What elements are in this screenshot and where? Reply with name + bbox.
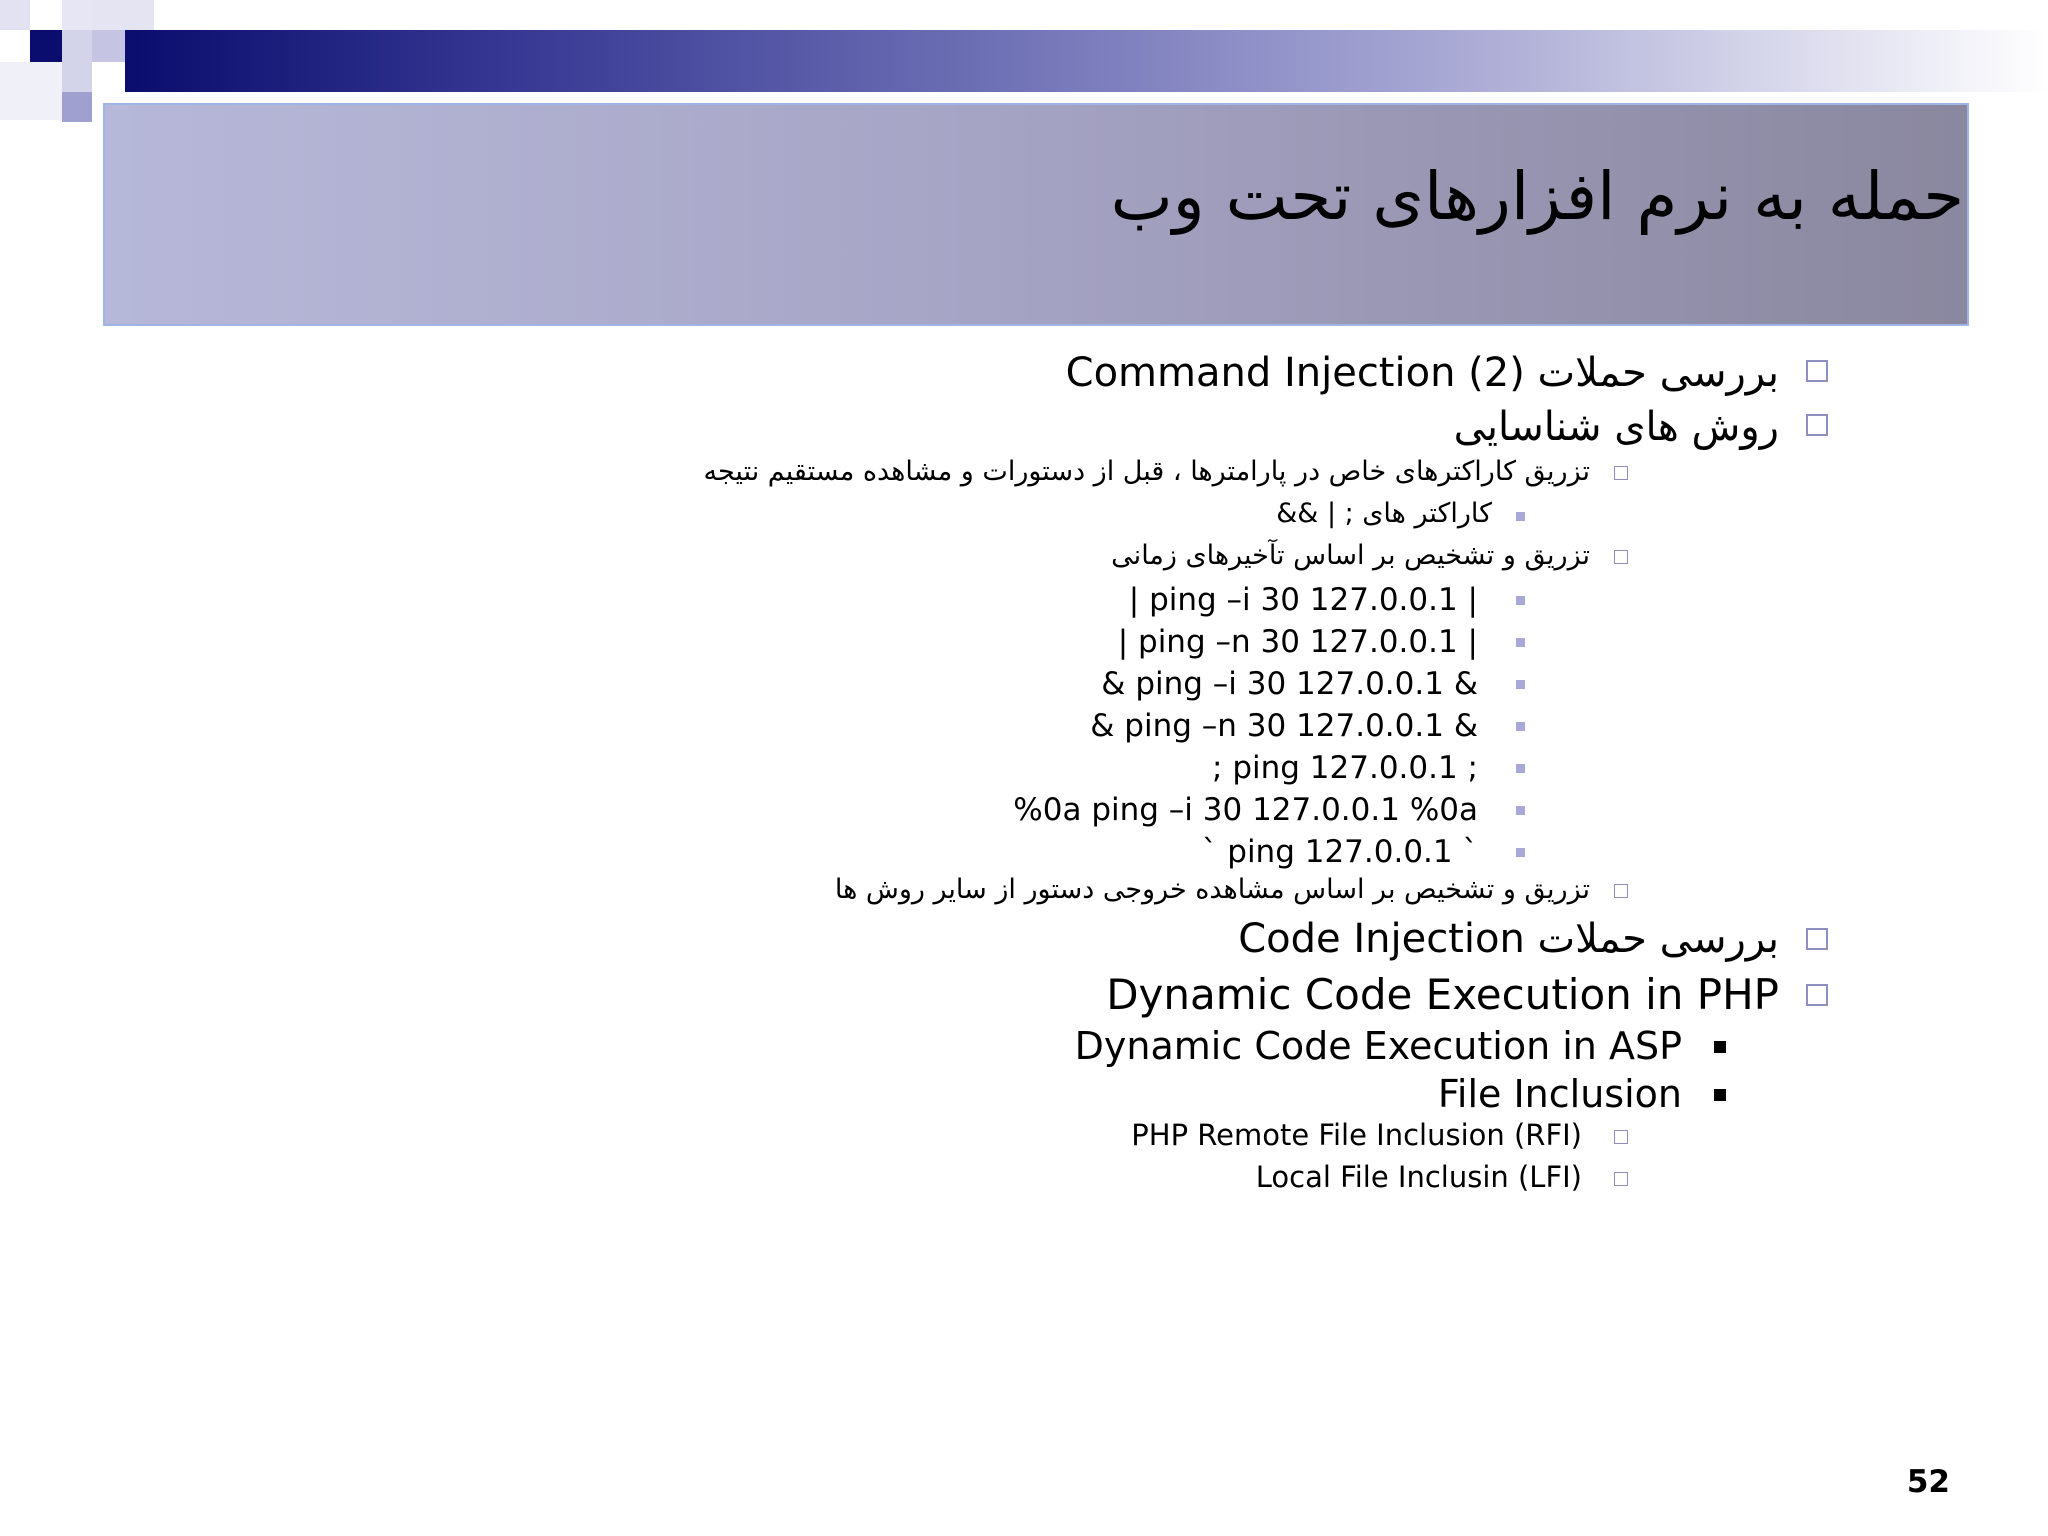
bullet-code-injection: بررسی حملات Code Injection (1238, 916, 1779, 962)
bullet-php-dynamic: Dynamic Code Execution in PHP (1106, 970, 1779, 1019)
decor-square (62, 30, 92, 92)
bullet-box-icon (1614, 550, 1628, 564)
bullet-output-observation: تزریق و تشخیص بر اساس مشاهده خروجی دستور از سایر روش ها (834, 874, 1590, 905)
decor-square (0, 62, 62, 120)
bullet-time-delays: تزریق و تشخیص بر اساس تآخیرهای زمانی (1111, 540, 1590, 571)
bullet-rfi: PHP Remote File Inclusion (RFI) (1131, 1118, 1582, 1152)
bullet-square-icon (1516, 512, 1525, 521)
bullet-box-icon (1806, 928, 1828, 950)
decor-square (62, 92, 92, 122)
bullet-square-icon (1714, 1089, 1726, 1101)
decor-square (30, 30, 62, 62)
bullet-file-inclusion: File Inclusion (1437, 1072, 1682, 1116)
bullet-square-icon (1516, 722, 1525, 731)
page-title: حمله به نرم افزارهای تحت وب (1110, 158, 1964, 235)
ping-command-item: & ping –i 30 127.0.0.1 & (1101, 666, 1478, 702)
bullet-square-icon (1516, 596, 1525, 605)
decor-square (92, 0, 154, 30)
bullet-lfi: Local File Inclusin (LFI) (1255, 1160, 1582, 1194)
ping-command-item: ; ping 127.0.0.1 ; (1212, 750, 1478, 786)
bullet-characters: کاراکتر های ; | && (1276, 498, 1492, 529)
ping-command-item: | ping –i 30 127.0.0.1 | (1128, 582, 1478, 618)
bullet-box-icon (1806, 984, 1828, 1006)
bullet-box-icon (1614, 1130, 1628, 1144)
bullet-special-chars: تزریق کاراکترهای خاص در پارامترها ، قبل از دستورات و مشاهده مستقیم نتیجه (703, 456, 1590, 487)
bullet-square-icon (1516, 848, 1525, 857)
bullet-detection-methods: روش های شناسایی (1453, 404, 1779, 450)
ping-command-item: ` ping 127.0.0.1 ` (1201, 834, 1478, 870)
bullet-command-injection: بررسی حملات Command Injection (2) (1065, 350, 1779, 396)
decor-square (62, 0, 92, 30)
bullet-asp-dynamic: Dynamic Code Execution in ASP (1074, 1024, 1682, 1068)
bullet-box-icon (1806, 414, 1828, 436)
bullet-box-icon (1806, 360, 1828, 382)
bullet-box-icon (1614, 884, 1628, 898)
bullet-square-icon (1516, 764, 1525, 773)
bullet-square-icon (1516, 638, 1525, 647)
bullet-box-icon (1614, 466, 1628, 480)
ping-command-item: %0a ping –i 30 127.0.0.1 %0a (1013, 792, 1478, 828)
header-gradient-bar (125, 30, 2048, 92)
bullet-square-icon (1516, 680, 1525, 689)
bullet-square-icon (1714, 1041, 1726, 1053)
bullet-square-icon (1516, 806, 1525, 815)
bullet-box-icon (1614, 1172, 1628, 1186)
ping-command-item: & ping –n 30 127.0.0.1 & (1090, 708, 1478, 744)
decor-square (0, 0, 30, 30)
ping-command-item: | ping –n 30 127.0.0.1 | (1117, 624, 1478, 660)
page-number: 52 (1906, 1464, 1950, 1500)
